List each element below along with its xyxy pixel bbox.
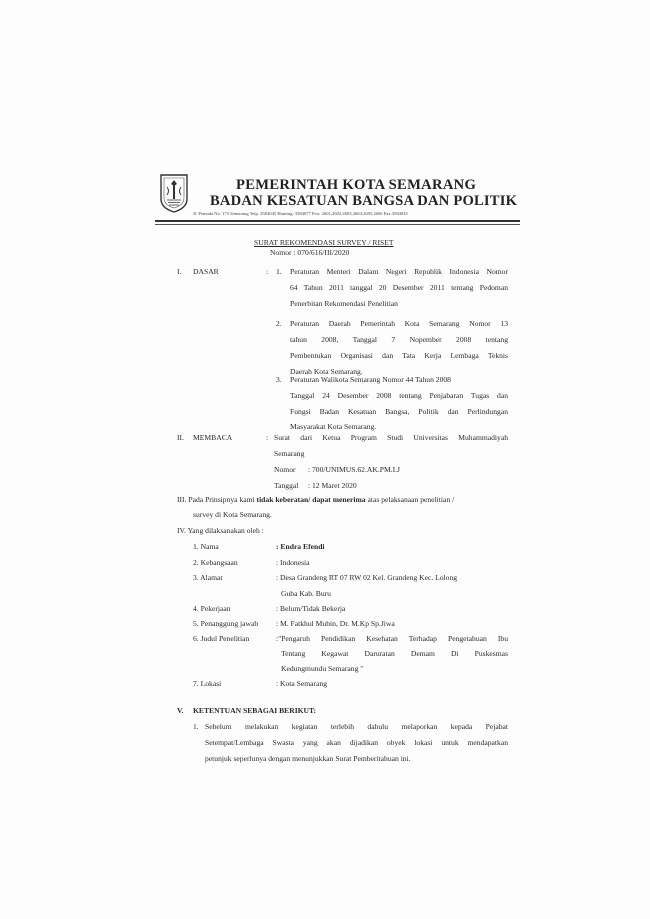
pelaksana-roman: IV. — [177, 526, 186, 535]
ketentuan-item-line: Setempat/Lembaga Swasta yang akan dijadikan obyek lokasi untuk mendapatkan — [205, 738, 508, 747]
dasar-item-line: Fungsi Badan Kesatuan Bangsa, Politik dan Perlindungan — [290, 407, 508, 416]
section-colon: : — [266, 433, 269, 442]
section-label-membaca: MEMBACA — [193, 433, 233, 442]
dasar-item-num: 3. — [276, 375, 282, 384]
section-roman-2: II. — [177, 433, 184, 442]
field-value: Kedungmundu Semarang " — [281, 664, 364, 673]
dasar-item-line: Pembentukan Organisasi dan Tata Kerja Lembaga Teknis — [290, 351, 508, 360]
field-value: : Indonesia — [276, 558, 310, 567]
dasar-item-line: Daerah Kota Semarang. — [290, 367, 363, 376]
membaca-tanggal-value: : 12 Maret 2020 — [308, 481, 357, 490]
prinsip-line2: survey di Kota Semarang. — [193, 510, 272, 519]
agency-name: BADAN KESATUAN BANGSA DAN POLITIK — [210, 193, 518, 209]
membaca-tanggal-label: Tanggal — [274, 481, 299, 490]
prinsip-pre: Pada Prinsipnya kami — [188, 495, 255, 504]
field-label: 3. Alamat — [193, 573, 223, 582]
ketentuan-item-line: petunjuk seperlunya dengan menunjukkan Surat Pemberitahuan ini. — [205, 754, 411, 763]
section-roman-1: I. — [177, 267, 182, 276]
field-value: Tentang Kegawat Daruratan Demam Di Puskesmas — [281, 649, 508, 658]
dasar-item-line: Penerbitan Rekomendasi Penelitian — [290, 299, 398, 308]
dasar-item-num: 1. — [276, 267, 282, 276]
agency-address: Jl. Pemuda No. 175 Semarang Telp. 3584045 Hunting: 3584077 Psw. 2601,2602,2603,2604,2605,2606 Fax.3584045 — [193, 211, 408, 216]
letter-number: Nomor : 070/616/III/2020 — [270, 248, 350, 257]
section-roman-5: V. — [177, 706, 184, 715]
membaca-nomor-label: Nomor — [274, 465, 296, 474]
field-label: 5. Penanggung jawab — [193, 619, 259, 628]
dasar-item-line: Masyarakat Kota Semarang. — [290, 422, 377, 431]
ketentuan-item-line: Sebelum melakukan kegiatan terlebih dahulu melaporkan kepada Pejabat — [205, 722, 508, 731]
letter-title: SURAT REKOMENDASI SURVEY / RISET — [254, 238, 394, 247]
field-label: 6. Judul Penelitian — [193, 634, 250, 643]
dasar-item-line: tahun 2008, Tanggal 7 Nopember 2008 tentang — [290, 335, 508, 344]
field-label: 4. Pekerjaan — [193, 604, 231, 613]
field-value: : Desa Grandeng RT 07 RW 02 Kel. Grandeng Kec. Lolong — [276, 573, 458, 582]
dasar-item-num: 2. — [276, 319, 282, 328]
government-name: PEMERINTAH KOTA SEMARANG — [236, 177, 477, 193]
field-value: :"Pengaruh Pendidikan Kesehatan Terhadap Pengetahuan Ibu — [276, 634, 508, 643]
dasar-item-line: Peraturan Daerah Pemerintah Kota Semarang Nomor 13 — [290, 319, 508, 328]
membaca-nomor-value: : 700/UNIMUS.62.AK.PM.I.J — [308, 465, 400, 474]
section-label-dasar: DASAR — [193, 267, 219, 276]
semarang-emblem-icon — [159, 173, 189, 213]
field-label: 7. Lokasi — [193, 679, 222, 688]
dasar-item-line: Tanggal 24 Desember 2008 tentang Penjabaran Tugas dan — [290, 391, 508, 400]
letterhead-divider-thin — [155, 224, 520, 225]
field-label: 1. Nama — [193, 542, 219, 551]
letterhead-divider — [155, 220, 520, 222]
field-value: : Kota Semarang — [276, 679, 328, 688]
ketentuan-item-num: 1. — [193, 722, 199, 731]
dasar-item-line: Peraturan Walikota Semarang Nomor 44 Tahun 2008 — [290, 375, 451, 384]
pelaksana-heading: Yang dilaksanakan oleh : — [187, 526, 264, 535]
membaca-line: Surat dari Ketua Program Studi Universitas Muhammadiyah — [274, 433, 508, 442]
dasar-item-line: 64 Tahun 2011 tanggal 20 Desember 2011 tentang Pedoman — [290, 283, 508, 292]
field-value: : Belum/Tidak Bekerja — [276, 604, 346, 613]
prinsip-roman: III. — [177, 495, 187, 504]
field-value-nama: : Endra Efendi — [276, 542, 325, 551]
field-value: Guba Kab. Buru — [281, 589, 331, 598]
field-value: : M. Fatkhul Mubin, Dr. M.Kp Sp.Jiwa — [276, 619, 395, 628]
field-label: 2. Kebangsaan — [193, 558, 238, 567]
prinsip-post: atas pelaksanaan penelitian / — [367, 495, 455, 504]
section-roman-3 — [177, 496, 454, 504]
section-colon: : — [266, 267, 269, 276]
prinsip-bold: tidak keberatan/ dapat menerima — [256, 495, 366, 504]
membaca-line: Semarang — [274, 449, 305, 458]
section-roman-4 — [177, 527, 264, 535]
ketentuan-heading: KETENTUAN SEBAGAI BERIKUT: — [193, 706, 317, 715]
dasar-item-line: Peraturan Menteri Dalam Negeri Republik Indonesia Nomor — [290, 267, 508, 276]
